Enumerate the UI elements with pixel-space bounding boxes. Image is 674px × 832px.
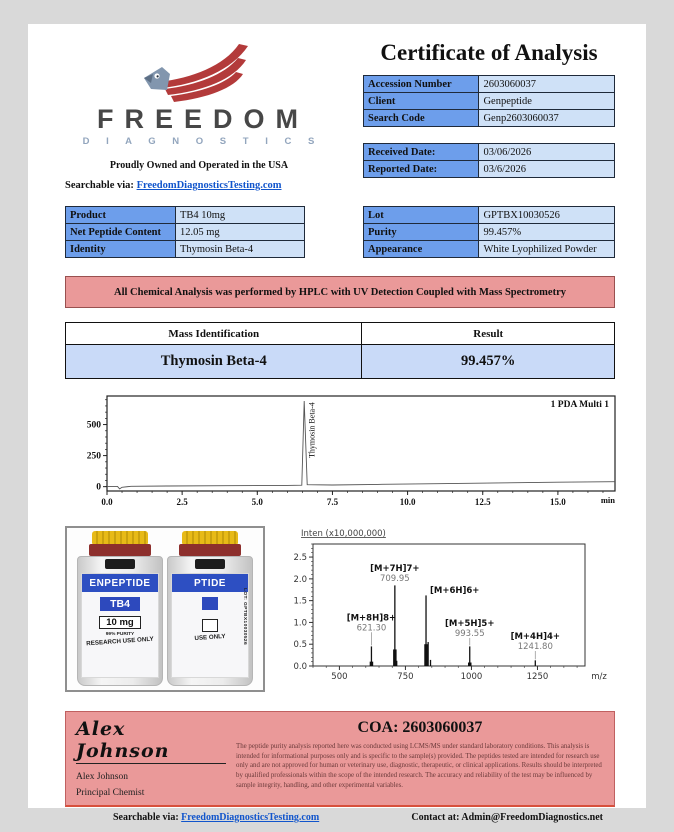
svg-text:0.5: 0.5 (293, 640, 307, 651)
svg-text:1.0: 1.0 (293, 618, 307, 629)
accession-table (363, 75, 615, 127)
svg-text:709.95: 709.95 (379, 574, 410, 585)
svg-text:m/z: m/z (591, 672, 607, 682)
signer-role: Principal Chemist (76, 788, 145, 798)
vial-cap (182, 531, 238, 544)
cell-value: 03/06/2026 (479, 144, 615, 161)
footer-searchable-label: Searchable via: (113, 812, 179, 823)
header-right (363, 38, 615, 178)
table-row (364, 76, 615, 93)
footer-links (65, 812, 615, 823)
svg-text:[M+5H]5+: [M+5H]5+ (445, 618, 495, 629)
mass-identification-table (65, 322, 615, 379)
svg-text:250: 250 (86, 451, 101, 462)
vial-product-name-edge (202, 597, 218, 610)
vial-seal (89, 544, 151, 556)
searchable-line (65, 180, 333, 191)
svg-text:[M+8H]8+: [M+8H]8+ (346, 613, 397, 624)
svg-text:Thymosin Beta-4: Thymosin Beta-4 (307, 402, 317, 458)
tagline: Proudly Owned and Operated in the USA (109, 160, 289, 171)
mass-spectrum-chart (285, 526, 615, 696)
brand-subtitle: D I A G N O S T I C S (82, 136, 322, 147)
table-row (364, 207, 615, 224)
table-row (66, 345, 615, 379)
svg-text:15.0: 15.0 (550, 497, 566, 507)
vial-amount: 10 mg (99, 616, 140, 629)
header (65, 38, 615, 202)
column-header: Mass Identification (66, 323, 362, 345)
cell-value: 12.05 mg (175, 224, 304, 241)
vial-front (77, 531, 163, 687)
hplc-chromatogram (77, 391, 615, 522)
footer-contact: Contact at: Admin@FreedomDiagnostics.net (411, 812, 603, 823)
vial-use: USE ONLY (194, 632, 226, 643)
cell-label: Accession Number (364, 76, 479, 93)
table-row (364, 93, 615, 110)
cell-value: 99.457% (362, 345, 615, 379)
vial-glass (167, 556, 253, 686)
svg-text:2.0: 2.0 (293, 574, 307, 585)
svg-text:2.5: 2.5 (293, 553, 307, 564)
svg-text:993.55: 993.55 (454, 628, 485, 639)
svg-text:10.0: 10.0 (399, 497, 416, 507)
product-vials-photo (65, 526, 265, 692)
coa-column (236, 718, 604, 798)
signature: Alex Johnson (76, 718, 226, 764)
cell-value: Genp2603060037 (479, 110, 615, 127)
svg-text:1250: 1250 (526, 672, 549, 682)
vial-label (171, 573, 249, 678)
table-row (66, 224, 305, 241)
table-row (364, 144, 615, 161)
svg-text:1241.80: 1241.80 (517, 641, 553, 652)
svg-text:[M+4H]4+: [M+4H]4+ (510, 631, 561, 642)
vial-purity: 99% PURITY (105, 632, 135, 637)
table-row (66, 207, 305, 224)
vial-back (167, 531, 253, 687)
svg-text:5.0: 5.0 (251, 497, 263, 507)
svg-text:7.5: 7.5 (326, 497, 339, 507)
vial-glass (77, 556, 163, 686)
signature-column (76, 718, 226, 798)
svg-text:[M+6H]6+: [M+6H]6+ (430, 586, 480, 597)
cell-label: Search Code (364, 110, 479, 127)
table-row (364, 241, 615, 258)
dates-table (363, 143, 615, 178)
eagle-logo-icon (124, 40, 274, 106)
cell-label: Purity (364, 224, 479, 241)
chromatogram-chart (77, 391, 617, 517)
product-table (65, 206, 305, 258)
cell-label: Identity (66, 241, 176, 258)
product-tables-row (65, 206, 615, 258)
svg-text:2.5: 2.5 (176, 497, 188, 507)
analysis-method-banner: All Chemical Analysis was performed by HPLC with UV Detection Coupled with Mass Spectrometry (65, 276, 615, 308)
cell-value: 99.457% (479, 224, 615, 241)
svg-text:1 PDA Multi 1: 1 PDA Multi 1 (550, 400, 609, 410)
svg-text:0.0: 0.0 (101, 497, 113, 507)
searchable-label: Searchable via: (65, 180, 134, 191)
svg-text:min: min (600, 495, 615, 505)
vial-brand: PTIDE (172, 574, 248, 592)
table-row (66, 241, 305, 258)
cell-label: Product (66, 207, 176, 224)
svg-text:750: 750 (397, 672, 414, 682)
coa-number: COA: 2603060037 (357, 719, 483, 736)
cell-value: Genpeptide (479, 93, 615, 110)
cell-value: TB4 10mg (175, 207, 304, 224)
svg-text:0: 0 (96, 482, 101, 493)
cell-value: White Lyophilized Powder (479, 241, 615, 258)
cell-label: Net Peptide Content (66, 224, 176, 241)
footer-searchable (113, 812, 319, 823)
brand-name: FREEDOM (97, 104, 309, 134)
svg-text:[M+7H]7+: [M+7H]7+ (370, 564, 420, 575)
vial-amount-edge (202, 619, 219, 632)
cell-label: Client (364, 93, 479, 110)
svg-text:500: 500 (331, 672, 348, 682)
footer-searchable-link[interactable]: FreedomDiagnosticsTesting.com (181, 812, 320, 823)
vial-label (81, 573, 159, 678)
mass-spectrum (285, 526, 615, 701)
page-title: Certificate of Analysis (380, 40, 598, 65)
cell-label: Appearance (364, 241, 479, 258)
cell-value: Thymosin Beta-4 (66, 345, 362, 379)
cell-label: Lot (364, 207, 479, 224)
lot-table (363, 206, 615, 258)
vial-stopper (105, 559, 135, 569)
vial-use: RESEARCH USE ONLY (86, 635, 154, 648)
svg-text:500: 500 (86, 420, 101, 431)
svg-text:621.30: 621.30 (356, 623, 387, 634)
searchable-link[interactable]: FreedomDiagnosticsTesting.com (136, 180, 282, 191)
signer-name: Alex Johnson (76, 772, 128, 782)
vial-product-name: TB4 (100, 597, 140, 611)
cell-value: Thymosin Beta-4 (175, 241, 304, 258)
logo-block (65, 38, 333, 191)
cell-label: Reported Date: (364, 161, 479, 178)
cell-value: 2603060037 (479, 76, 615, 93)
svg-text:1.5: 1.5 (293, 596, 307, 607)
table-header-row (66, 323, 615, 345)
svg-text:0.0: 0.0 (293, 662, 307, 672)
column-header: Result (362, 323, 615, 345)
vial-lot: LOT: GPTBX10030526 (242, 588, 247, 646)
vial-seal (179, 544, 241, 556)
cell-value: GPTBX10030526 (479, 207, 615, 224)
table-row (364, 224, 615, 241)
svg-text:12.5: 12.5 (474, 497, 491, 507)
vial-stopper (195, 559, 225, 569)
footer-signature-box (65, 711, 615, 807)
vial-cap (92, 531, 148, 544)
cell-value: 03/6/2026 (479, 161, 615, 178)
table-row (364, 110, 615, 127)
vial-brand: ENPEPTIDE (82, 574, 158, 592)
svg-text:1000: 1000 (460, 672, 483, 682)
certificate-page (28, 24, 646, 823)
cell-label: Received Date: (364, 144, 479, 161)
svg-text:Inten (x10,000,000): Inten (x10,000,000) (301, 529, 386, 539)
table-row (364, 161, 615, 178)
bottom-row (65, 526, 615, 701)
disclaimer-text: The peptide purity analysis reported here was conducted using LCMS/MS under standard laboratory conditions. This analysis is intended for informational purposes only and is specific to the sample(s) provided. The peptides tested are intended for research use only and are not approved for human or veterinary use, diagnostic, therapeutic, or clinical applications. Results should be interpreted by qualified professionals within the scope of the intended research. The accuracy and reliability of the test may be influenced by sample integrity, handling, and other experimental variables. (236, 743, 602, 789)
